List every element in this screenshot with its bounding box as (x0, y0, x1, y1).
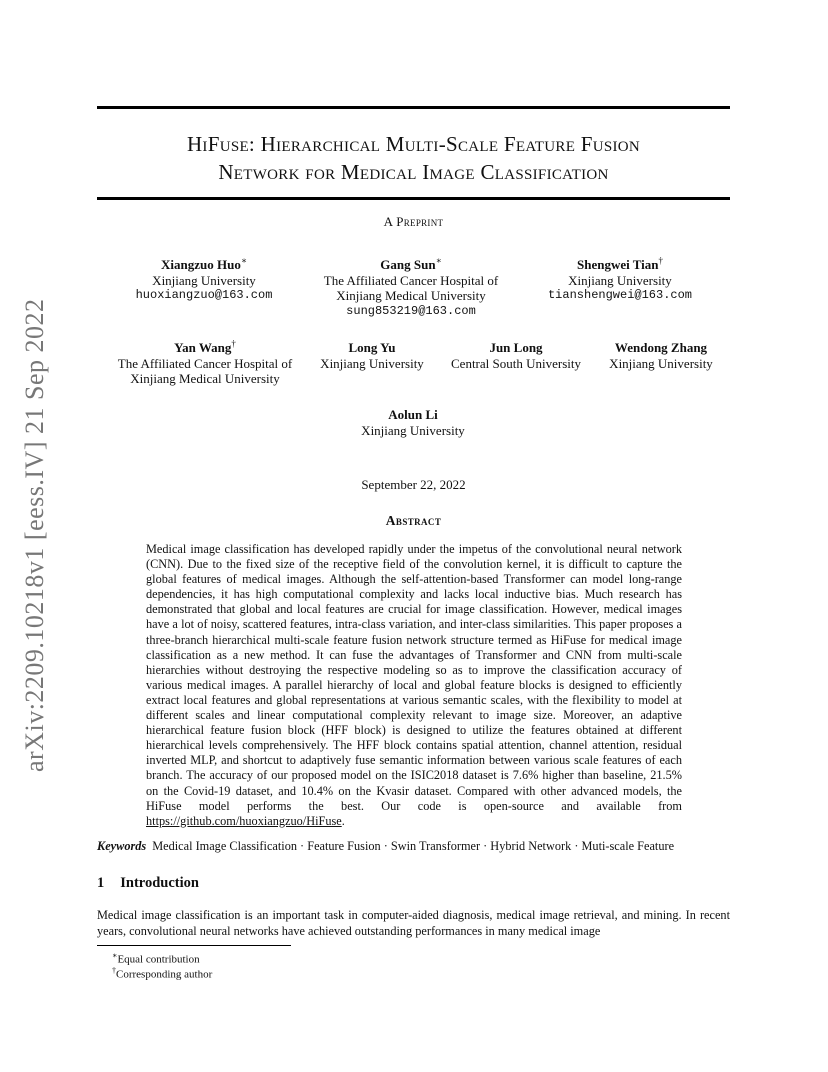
author-name: Aolun Li (388, 407, 438, 422)
author-block (609, 340, 713, 371)
title-line-2: Network for Medical Image Classification (218, 160, 609, 184)
author-affiliation: Xinjiang Medical University (130, 371, 280, 386)
author-email[interactable]: tianshengwei@163.com (547, 288, 693, 302)
author-affiliation: The Affiliated Cancer Hospital of (117, 355, 293, 371)
author-name: Shengwei Tian (576, 257, 659, 272)
section-heading (97, 875, 199, 892)
abstract-text: Medical image classification has developed rapidly under the impetus of the convolutional neural network (CNN). Due to the fixed size of the receptive field of the convolution kernel, it is difficult to capture the global features of medical images. Although the self-attention-based Transformer can model long-range dependencies, it has high computational complexity and lacks local inductive bias. Much research has demonstrated that global and local features are crucial for image classification. However, medical images have a lot of noisy, scattered features, intra-class variation, and inter-class similarities. This paper proposes a three-branch hierarchical multi-scale feature fusion network structure termed as HiFuse for medical image classification as a new method. It can fuse the advantages of Transformer and CNN from multi-scale hierarchies without destroying the respective modeling so as to improve the classification accuracy of various medical images. A parallel hierarchy of local and global feature blocks is designed to efficiently extract local features and global representations at various semantic scales, with the flexibility to model at different scales and linear computational complexity relevant to image size. Moreover, an adaptive hierarchical feature fusion block (HFF block) is designed to utilize the features obtained at different hierarchical levels comprehensively. The HFF block contains spatial attention, channel attention, residual inverted MLP, and shortcut to adaptively fuse semantic information between various scale features of each branch. The accuracy of our proposed model on the ISIC2018 dataset is 7.6% higher than baseline, 21.5% on the Covid-19 dataset, and 10.4% on the Kvasir dataset. Compared with other advanced models, the HiFuse model performs the best. Our code is open-source and available from (146, 542, 682, 813)
title-top-rule (97, 106, 730, 109)
abstract-end: . (341, 813, 345, 828)
author-affiliation: Central South University (451, 355, 581, 371)
author-mark: † (658, 255, 664, 266)
author-affiliation: Xinjiang University (568, 272, 672, 288)
author-block (451, 340, 581, 371)
author-name: Wendong Zhang (614, 340, 708, 355)
author-block (118, 340, 292, 387)
author-email[interactable]: huoxiangzuo@163.com (135, 288, 273, 302)
author-email[interactable]: sung853219@163.com (346, 303, 476, 318)
section-number: 1 (97, 875, 105, 891)
footnote-mark: † (112, 966, 116, 975)
author-block (324, 257, 498, 319)
abstract-body (146, 542, 682, 829)
author-affiliation: Xinjiang University (152, 272, 256, 288)
publication-date: September 22, 2022 (361, 477, 466, 492)
paper-title (97, 130, 730, 186)
author-block (548, 257, 692, 304)
code-repository-link[interactable]: https://github.com/huoxiangzuo/HiFuse (146, 813, 342, 828)
footnote (112, 964, 212, 982)
author-name: Yan Wang (174, 340, 232, 355)
author-mark: ∗ (435, 255, 442, 266)
author-name: Jun Long (489, 340, 543, 355)
footnote-rule (97, 945, 291, 946)
author-affiliation: Xinjiang University (609, 355, 713, 371)
author-affiliation: The Affiliated Cancer Hospital of (323, 272, 499, 288)
author-name: Xiangzuo Huo (161, 257, 241, 272)
keywords-list: Medical Image Classification · Feature Fusion · Swin Transformer · Hybrid Network · Muti-scale Feature (152, 839, 675, 853)
footnote-mark: ∗ (112, 951, 118, 960)
author-name: Long Yu (348, 340, 396, 355)
author-affiliation: Xinjiang Medical University (336, 288, 486, 303)
author-mark: † (231, 338, 236, 349)
title-line-1: HiFuse: Hierarchical Multi-Scale Feature Fusion (186, 132, 641, 156)
footnote-text: Corresponding author (116, 968, 213, 981)
footnote-text: Equal contribution (117, 953, 200, 966)
preprint-label: A Preprint (383, 214, 444, 229)
author-affiliation: Xinjiang University (320, 355, 424, 371)
keywords-label: Keywords (97, 839, 147, 853)
author-affiliation: Xinjiang University (361, 422, 465, 438)
author-name: Gang Sun (380, 257, 436, 272)
author-block (361, 407, 465, 438)
arxiv-identifier-stamp: arXiv:2209.10218v1 [eess.IV] 21 Sep 2022 (20, 298, 49, 772)
introduction-paragraph: Medical image classification is an important task in computer-aided diagnosis, medical image retrieval, and mining. In recent years, convolutional neural networks have achieved outstanding performances in many medical image (97, 908, 730, 938)
author-block (136, 257, 273, 304)
author-block (320, 340, 424, 371)
abstract-heading: Abstract (385, 513, 442, 528)
author-mark: ∗ (240, 255, 247, 266)
keywords-line (97, 839, 730, 854)
section-title: Introduction (120, 875, 199, 891)
title-bottom-rule (97, 197, 730, 200)
